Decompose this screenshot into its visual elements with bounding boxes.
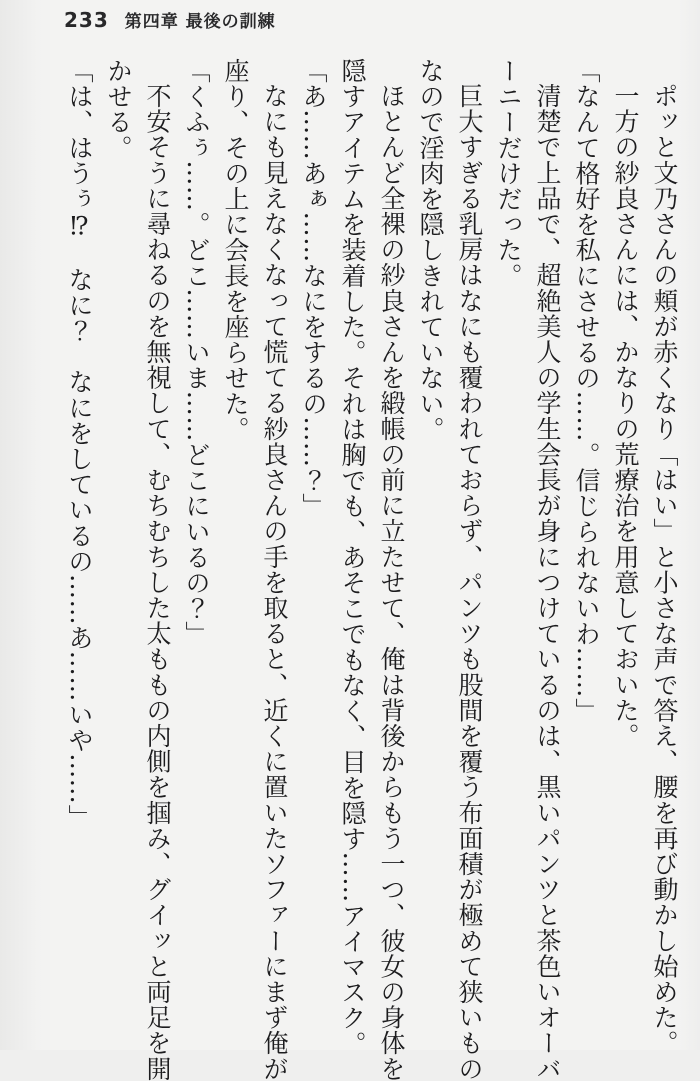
narration-line: 座り、その上に会長を座らせた。 [221, 58, 250, 442]
running-head [64, 7, 276, 32]
narration-line: 隠すアイテムを装着した。それは胸でも、あそこでもなく、目を隠す……アイマスク。 [338, 58, 367, 1057]
chapter-title: 第四章 最後の訓練 [124, 12, 276, 32]
page-number: 233 [64, 8, 109, 32]
narration-line: ーニーだけだった。 [494, 58, 523, 289]
narration-line: 一方の紗良さんには、かなりの荒療治を用意しておいた。 [611, 83, 640, 749]
narration-line: 清楚で上品で、超絶美人の学生会長が身につけているのは、黒いパンツと茶色いオーバ [533, 83, 562, 1081]
narration-line: なので淫肉を隠しきれていない。 [416, 58, 445, 442]
dialogue-line: 「は、はうぅ⁉ なに？ なにをしているの……あ……いや……」 [65, 58, 94, 830]
dialogue-line: 「あ……あぁ……なにをするの……？」 [299, 58, 328, 519]
narration-line: 巨大すぎる乳房はなにも覆われておらず、パンツも股間を覆う布面積が極めて狭いもの [455, 83, 484, 1081]
dialogue-line: 「なんて格好を私にさせるの……。信じられないわ……」 [572, 58, 601, 724]
dialogue-line: 「くふぅ……。どこ……いま……どこにいるの？」 [182, 58, 211, 647]
narration-line: ほとんど全裸の紗良さんを緞帳の前に立たせて、俺は背後からもう一つ、彼女の身体を [377, 83, 406, 1081]
narration-line: かせる。 [104, 58, 133, 161]
narration-line: ポッと文乃さんの頬が赤くなり「はい」と小さな声で答え、腰を再び動かし始めた。 [650, 83, 679, 1056]
body-text [60, 58, 684, 1081]
narration-line: なにも見えなくなって慌てる紗良さんの手を取ると、近くに置いたソファーにまず俺が [260, 83, 289, 1081]
narration-line: 不安そうに尋ねるのを無視して、むちむちした太ももの内側を掴み、グイッと両足を開 [143, 83, 172, 1081]
